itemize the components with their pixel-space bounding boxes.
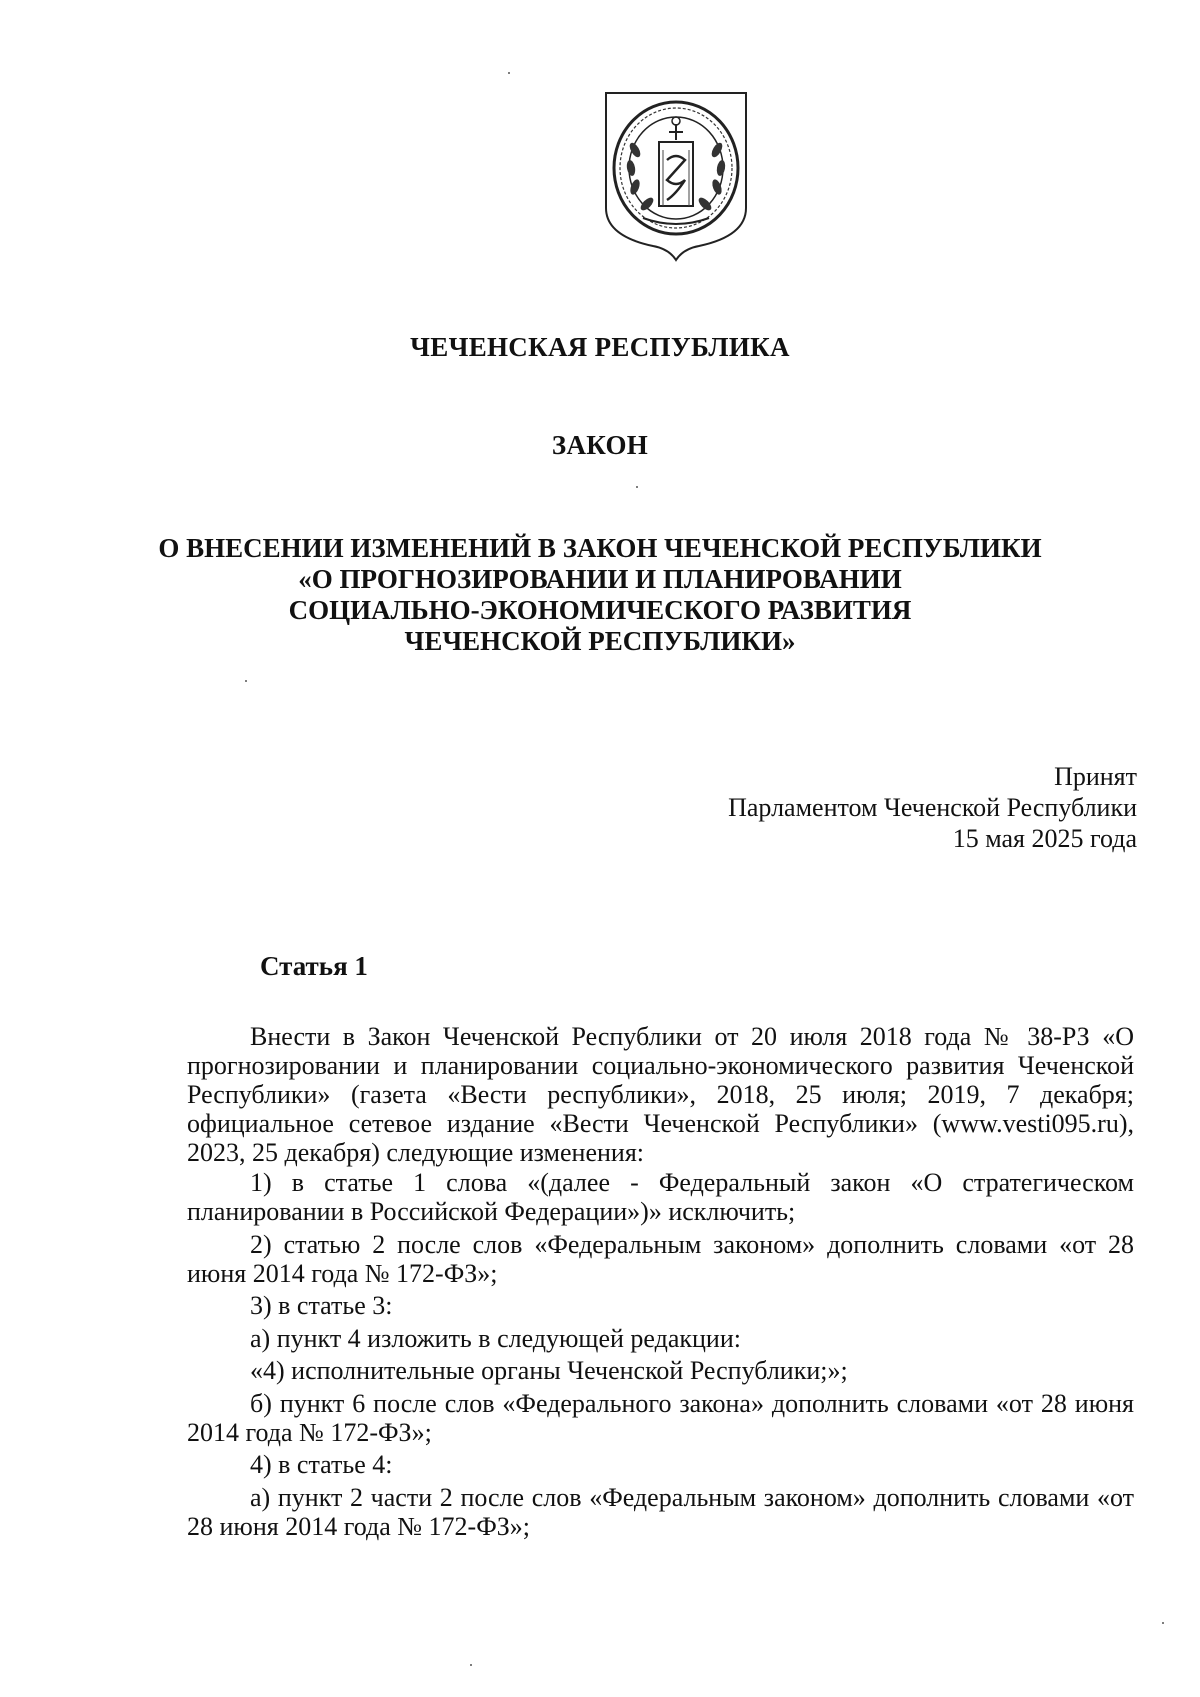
adoption-body: Парламентом Чеченской Республики: [728, 793, 1137, 822]
scan-speck: [245, 680, 247, 682]
scan-speck: [508, 72, 510, 74]
law-title: [150, 533, 1050, 657]
law-title-line: О ВНЕСЕНИИ ИЗМЕНЕНИЙ В ЗАКОН ЧЕЧЕНСКОЙ РЕСПУБЛИКИ: [158, 533, 1042, 563]
article-body: [187, 1022, 1134, 1544]
scan-speck: [470, 1664, 472, 1666]
article-paragraph: б) пункт 6 после слов «Федерального закона» дополнить словами «от 28 июня 2014 года № 172-ФЗ»;: [187, 1388, 1134, 1447]
law-title-line: СОЦИАЛЬНО-ЭКОНОМИЧЕСКОГО РАЗВИТИЯ: [288, 595, 912, 625]
article-paragraph: 1) в статье 1 слова «(далее - Федеральный закон «О стратегическом планировании в Российской Федерации»)» исключить;: [187, 1168, 1134, 1226]
article-paragraph: а) пункт 4 изложить в следующей редакции:: [250, 1323, 741, 1353]
adoption-note: [728, 761, 1137, 854]
adoption-date: 15 мая 2025 года: [952, 824, 1137, 853]
article-paragraph: Внести в Закон Чеченской Республики от 20 июля 2018 года № 38-РЗ «О прогнозировании и планировании социально-экономического развития Чеченской Республики» (газета «Вести республики», 2018, 25 июля; 2019, 7 декабря; официальное сетевое издание «Вести Чеченской Республики» (www.vesti095.ru), 2023, 25 декабря) следующие изменения:: [187, 1022, 1134, 1167]
region-heading: ЧЕЧЕНСКАЯ РЕСПУБЛИКА: [410, 332, 790, 362]
article-paragraph: а) пункт 2 части 2 после слов «Федеральным законом» дополнить словами «от 28 июня 2014 года № 172-ФЗ»;: [187, 1482, 1134, 1541]
article-title: Статья 1: [260, 951, 368, 981]
article-paragraph: «4) исполнительные органы Чеченской Республики;»;: [250, 1356, 848, 1385]
scan-speck: [1162, 1622, 1164, 1624]
document-type-heading: ЗАКОН: [551, 430, 649, 460]
article-paragraph: 4) в статье 4:: [250, 1450, 393, 1479]
law-title-line: «О ПРОГНОЗИРОВАНИИ И ПЛАНИРОВАНИИ: [298, 564, 902, 594]
article-paragraph: 3) в статье 3:: [250, 1291, 393, 1320]
adoption-status: Принят: [1054, 762, 1137, 791]
law-title-line: ЧЕЧЕНСКОЙ РЕСПУБЛИКИ»: [404, 626, 796, 656]
article-paragraph: 2) статью 2 после слов «Федеральным законом» дополнить словами «от 28 июня 2014 года № 172-ФЗ»;: [187, 1229, 1134, 1288]
coat-of-arms-icon: [603, 90, 749, 262]
scan-speck: [636, 486, 638, 488]
